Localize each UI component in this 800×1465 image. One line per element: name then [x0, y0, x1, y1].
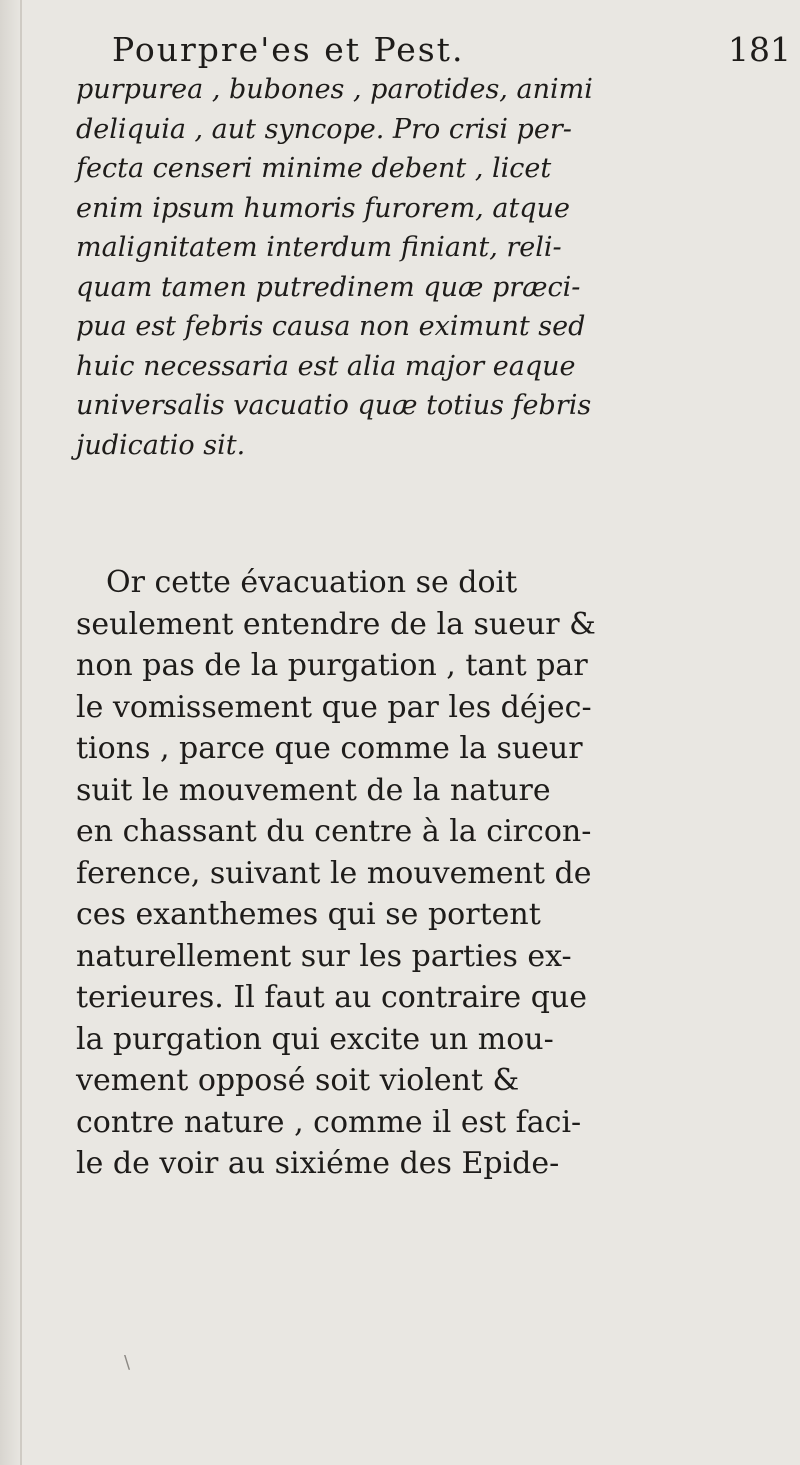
- french-paragraph: [76, 562, 776, 1185]
- text-line: deliquia , aut syncope. Pro crisi per-: [76, 113, 572, 145]
- binding-edge: [20, 0, 22, 1465]
- text-line: tions , parce que comme la sueur: [76, 731, 583, 766]
- page-number: 181: [728, 30, 791, 69]
- text-line: malignitatem interdum finiant, reli-: [76, 232, 562, 263]
- text-line: non pas de la purgation , tant par: [76, 648, 588, 683]
- latin-paragraph: [76, 70, 776, 465]
- text-line: purpurea , bubones , parotides, animi: [76, 74, 593, 105]
- text-line: Or cette évacuation se doit: [106, 565, 518, 600]
- text-line: terieures. Il faut au contraire que: [76, 980, 587, 1015]
- text-line: fecta censeri minime debent , licet: [76, 153, 552, 184]
- text-line: huic necessaria est alia major eaque: [76, 350, 576, 382]
- text-line: naturellement sur les parties ex-: [76, 938, 572, 974]
- running-title: Pourpre'es et Pest.: [112, 30, 465, 69]
- text-line: suit le mouvement de la nature: [76, 772, 551, 808]
- text-line: la purgation qui excite un mou-: [76, 1021, 554, 1057]
- text-line: en chassant du centre à la circon-: [76, 814, 592, 849]
- text-line: enim ipsum humoris furorem, atque: [76, 192, 570, 224]
- text-line: quam tamen putredinem quæ præci-: [76, 271, 581, 303]
- text-line: ces exanthemes qui se portent: [76, 897, 541, 932]
- text-line: seulement entendre de la sueur &: [76, 606, 596, 642]
- text-line: pua est febris causa non eximunt sed: [76, 311, 586, 342]
- text-line: vement opposé soit violent &: [76, 1063, 520, 1098]
- page-gutter-shadow: [0, 0, 22, 1465]
- stray-mark: \: [124, 1352, 131, 1373]
- text-line: universalis vacuatio quæ totius febris: [76, 390, 592, 421]
- text-line: le de voir au sixiéme des Epide-: [76, 1146, 560, 1181]
- text-line: ference, suivant le mouvement de: [76, 855, 592, 891]
- text-line: judicatio sit.: [76, 429, 246, 461]
- text-line: contre nature , comme il est faci-: [76, 1104, 582, 1140]
- text-line: le vomissement que par les déjec-: [76, 689, 592, 725]
